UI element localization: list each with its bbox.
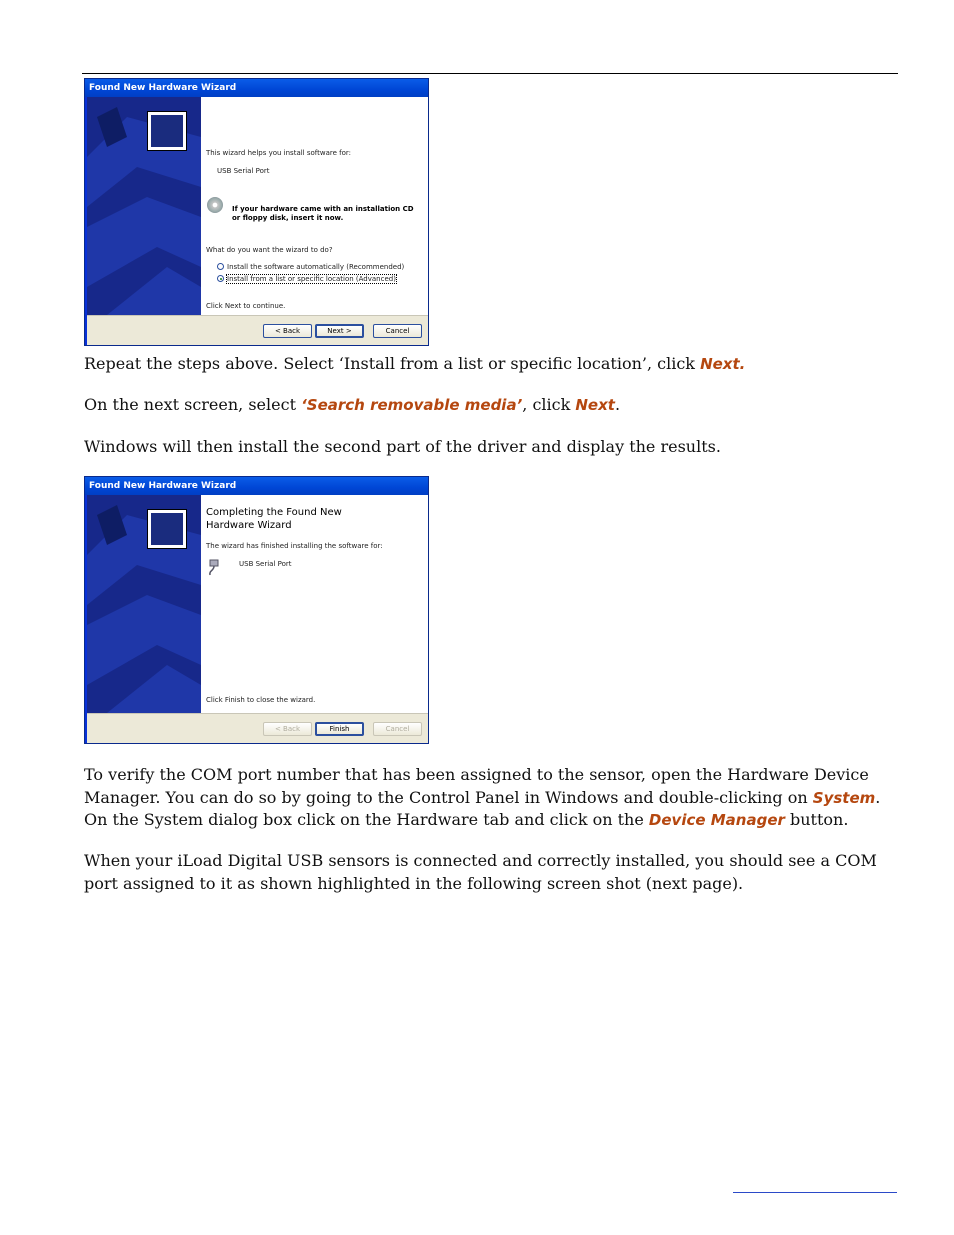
p4-line2-text: Manager. You can do so by going to the Control Panel in Windows and double-clicking on <box>84 787 813 807</box>
usb-port-icon <box>207 559 221 577</box>
completion-heading <box>206 506 376 532</box>
paragraph-windows-install: Windows will then install the second part of the driver and display the results. <box>84 437 721 456</box>
wizard-side-panel <box>87 495 201 713</box>
p2-text: On the next screen, select <box>84 395 302 414</box>
p4-line1: To verify the COM port number that has been assigned to the sensor, open the Hardware Device <box>84 765 869 784</box>
paragraph-repeat-steps <box>84 353 745 376</box>
p4-line3-text: On the System dialog box click on the Hardware tab and click on the <box>84 810 649 829</box>
intro-text: This wizard helps you install software for: <box>206 149 352 157</box>
close-text: Click Finish to close the wizard. <box>206 696 316 704</box>
back-button[interactable]: < Back <box>263 722 312 736</box>
heading-line1: Completing the Found New <box>206 507 342 518</box>
p4-line2-end: . <box>875 787 881 807</box>
system-emphasis: System <box>812 788 876 807</box>
device-manager-emphasis: Device Manager <box>648 811 785 829</box>
cd-icon <box>207 197 223 213</box>
cd-prompt-line1: If your hardware came with an installation CD <box>232 205 414 213</box>
cd-prompt-line2: or floppy disk, insert it now. <box>232 214 344 222</box>
device-name: USB Serial Port <box>239 560 292 568</box>
option-auto-label[interactable]: Install the software automatically (Recommended) <box>227 263 405 271</box>
wizard-content <box>201 97 428 315</box>
radio-install-auto[interactable] <box>217 263 224 270</box>
wizard-footer <box>87 315 428 345</box>
heading-line2: Hardware Wizard <box>206 520 292 531</box>
p2-end-text: . <box>614 395 621 414</box>
wizard-footer <box>87 713 428 743</box>
p5-line1: When your iLoad Digital USB sensors is connected and correctly installed, you should see a COM <box>84 851 877 870</box>
footer-link-underline[interactable] <box>733 1192 897 1193</box>
wizard-window-complete <box>84 476 429 744</box>
wizard-side-panel <box>87 97 201 315</box>
wizard-window-install <box>84 78 429 346</box>
hardware-icon <box>147 509 187 549</box>
p1-next-emphasis: Next. <box>700 355 746 373</box>
p5-line2: port assigned to it as shown highlighted in the following screen shot (next page). <box>84 873 744 893</box>
hardware-icon <box>147 111 187 151</box>
window-title: Found New Hardware Wizard <box>85 79 428 97</box>
paragraph-next-screen <box>84 394 620 417</box>
option-list-label[interactable]: Install from a list or specific location (Advanced) <box>227 275 396 283</box>
question-text: What do you want the wizard to do? <box>206 246 333 254</box>
p4-line3 <box>84 809 880 832</box>
finish-button[interactable]: Finish <box>315 722 364 736</box>
p4-line3-end: button. <box>784 810 849 829</box>
window-title: Found New Hardware Wizard <box>85 477 428 495</box>
paragraph-com-assigned <box>84 850 877 895</box>
header-rule <box>82 73 898 74</box>
paragraph-verify-com <box>84 764 880 832</box>
p2-mid-text: , click <box>522 395 576 414</box>
device-name: USB Serial Port <box>217 167 270 175</box>
continue-text: Click Next to continue. <box>206 302 286 310</box>
p1-text: Repeat the steps above. Select ‘Install from a list or specific location’, click <box>84 354 701 373</box>
cancel-button[interactable]: Cancel <box>373 324 422 338</box>
back-button[interactable]: < Back <box>263 324 312 338</box>
p2-search-media-emphasis: ‘Search removable media’ <box>301 396 523 414</box>
p4-line2 <box>84 787 880 810</box>
p2-next-emphasis: Next <box>575 396 615 414</box>
wizard-content <box>201 495 428 713</box>
radio-install-list[interactable] <box>217 275 224 282</box>
cancel-button[interactable]: Cancel <box>373 722 422 736</box>
finished-text: The wizard has finished installing the software for: <box>206 542 383 550</box>
next-button[interactable]: Next > <box>315 324 364 338</box>
